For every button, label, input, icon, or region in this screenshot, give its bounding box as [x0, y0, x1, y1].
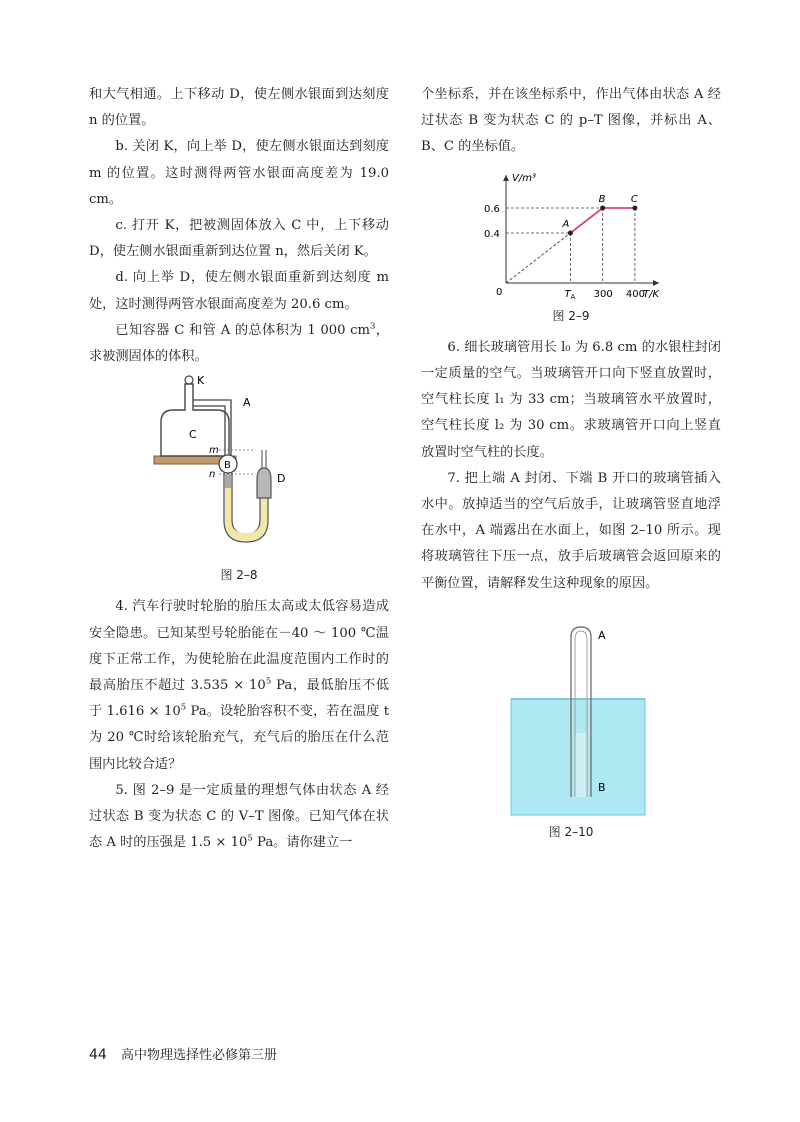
- label-a: A: [243, 396, 251, 410]
- valve-k: [185, 376, 193, 384]
- question-4: 4. 汽车行驶时轮胎的胎压太高或太低容易造成安全隐患。已知某型号轮胎能在－40 ～ 100 ℃温度下正常工作，为使轮胎在此温度范围内工作时的最高胎压不超过 $3.535 \times 10^5$ Pa，最低胎压不低于 $1.616 \times 10^5$ Pa。设轮胎容积不变，若在温度 t 为 20 ℃时给该轮胎充气，充气后的胎压在什么范围内比较合适？: [89, 599, 389, 772]
- label-b-end: B: [598, 780, 606, 794]
- mercury-column: [225, 474, 231, 488]
- point-c: [632, 205, 637, 210]
- x-tick-label: $T_A$: [564, 288, 576, 301]
- question-6: 6. 细长玻璃管用长 l₀ 为 6.8 cm 的水银柱封闭一定质量的空气。当玻璃管开口向下竖直放置时，空气柱长度 l₁ 为 33 cm；当玻璃管水平放置时，空气柱长度 l₂ 为 30 cm。求玻璃管开口向上竖直放置时空气柱的长度。: [421, 339, 721, 460]
- label-a-end: A: [598, 628, 606, 642]
- volume-statement: 已知容器 C 和管 A 的总体积为 1 000 $cm^3$，求被测固体的体积。: [89, 321, 389, 365]
- x-axis-arrow: [653, 280, 659, 286]
- label-b: B: [224, 460, 231, 472]
- paragraph: 和大气相通。上下移动 D，使左侧水银面到达刻度 n 的位置。: [89, 87, 389, 129]
- figure-2-8-caption: 图 2–8: [220, 568, 258, 583]
- reservoir-d: [257, 468, 271, 498]
- point-label-c: C: [630, 193, 638, 205]
- label-m: m: [209, 445, 219, 457]
- y-tick-label: 0.6: [484, 203, 500, 215]
- question-7: 7. 把上端 A 封闭、下端 B 开口的玻璃管插入水中。放掉适当的空气后放手，让玻璃管竖直地浮在水中，A 端露出在水面上，如图 2–10 所示。现将玻璃管往下压一点，放手后玻璃管会返回原来的平衡位置，请解释发生这种现象的原因。: [421, 470, 721, 591]
- label-n: n: [209, 469, 216, 481]
- y-axis-label: V/m³: [512, 172, 536, 184]
- right-column: [421, 82, 721, 851]
- origin-label: 0: [496, 286, 503, 298]
- point-a: [568, 230, 573, 235]
- question-5: 5. 图 2–9 是一定质量的理想气体由状态 A 经过状态 B 变为状态 C 的 V–T 图像。已知气体在状态 A 时的压强是 $1.5 \times 10^5$ Pa。请你建立一: [89, 782, 389, 851]
- container-c: [161, 384, 229, 456]
- y-axis-arrow: [503, 175, 509, 181]
- question-5-continued: 个坐标系，并在该坐标系中，作出气体由状态 A 经过状态 B 变为状态 C 的 p–T 图像，并标出 A、B、C 的坐标值。: [421, 87, 721, 155]
- figure-2-10-caption: 图 2–10: [548, 824, 594, 839]
- x-tick-label: 400: [625, 288, 645, 300]
- step-d: d. 向上举 D，使左侧水银面重新到达刻度 m 处，这时测得两管水银面高度差为 20.6 cm。: [89, 270, 389, 312]
- label-c: C: [189, 428, 197, 442]
- origin-extension-line: [506, 233, 570, 283]
- y-tick-label: 0.4: [484, 228, 500, 240]
- book-title: 高中物理选择性必修第三册: [120, 1048, 277, 1063]
- left-column: [89, 82, 389, 856]
- figure-2-10: [471, 617, 671, 817]
- page-footer: [89, 1044, 277, 1063]
- label-k: K: [197, 374, 205, 388]
- step-c: c. 打开 K，把被测固体放入 C 中，上下移动 D，使左侧水银面重新到达位置 n，然后关闭 K。: [89, 218, 389, 260]
- figure-2-8: [149, 370, 329, 560]
- point-label-b: B: [598, 193, 606, 205]
- x-tick-label: 300: [593, 288, 613, 300]
- series-line: [570, 208, 602, 233]
- figure-2-9-chart: [476, 171, 666, 301]
- page-number: 44: [89, 1047, 107, 1063]
- label-d: D: [277, 472, 286, 486]
- point-label-a: A: [562, 218, 570, 230]
- point-b: [600, 205, 605, 210]
- water-in-tube: [576, 733, 587, 797]
- x-axis-label: T/K: [643, 288, 660, 300]
- figure-2-9-caption: 图 2–9: [552, 308, 590, 323]
- step-b: b. 关闭 K，向上举 D，使左侧水银面达到刻度 m 的位置。这时测得两管水银面高度差为 19.0 cm。: [89, 139, 389, 207]
